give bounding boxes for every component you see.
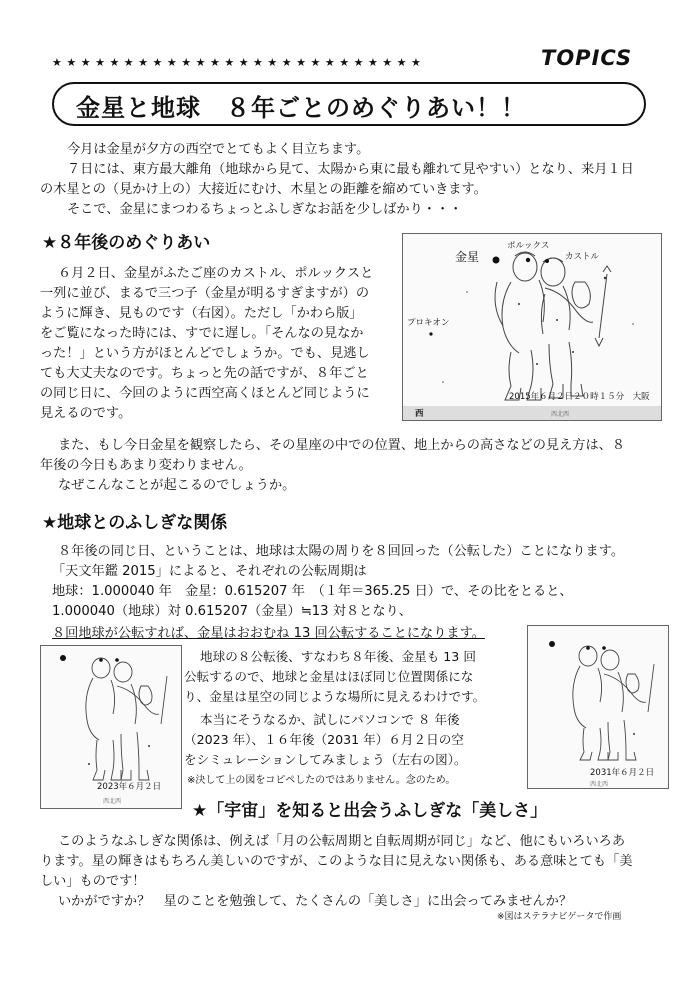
s1-line-11: なぜこんなことが起こるのでしょうか。 <box>58 478 296 493</box>
s1-line-3: ように輝き、見ものです（右図）。ただし「かわら版」 <box>40 306 363 321</box>
credit-note: ※図はステラナビゲータで作画 <box>497 912 622 922</box>
pollux-label: ポルックス <box>507 241 550 251</box>
s2-line-2: 「天文年鑑 2015」によると、それぞれの公転周期は <box>52 564 367 579</box>
s1-line-9: また、もし今日金星を観察したら、その星座の中での位置、地上からの高さなどの見え方は、８ <box>58 438 626 453</box>
intro-line-2: ７日には、東方最大離角（地球から見て、太陽から東に最も離れて見やすい）となり、来月１日 <box>67 162 634 177</box>
s2-right-4: 本当にそうなるか、試しにパソコンで ８ 年後 <box>200 712 460 727</box>
s2-right-2: 公転するので、地球と金星はほぼ同じ位置関係にな <box>184 669 474 684</box>
venus-label: 金星 <box>455 250 480 264</box>
star-chart-2023 <box>40 645 182 809</box>
s2-line-4: 1.000040（地球）対 0.615207（金星）≒13 対８となり、 <box>52 604 412 619</box>
star-chart-2031 <box>527 625 669 789</box>
s2-right-1: 地球の８公転後、すなわち８年後、金星も 13 回 <box>200 649 476 664</box>
pollux-star <box>526 258 530 262</box>
intro-line-1: 今月は金星が夕方の西空でとてもよく目立ちます。 <box>67 142 370 157</box>
section-heading-beauty: ★「宇宙」を知ると出会うふしぎな「美しさ」 <box>192 801 548 821</box>
figure1-footer <box>403 406 661 420</box>
castor-star <box>545 259 549 263</box>
figure2-direction: 西北西 <box>103 798 122 805</box>
s3-line-3: しい」ものです！ <box>40 874 146 889</box>
s3-line-1: このようなふしぎな関係は、例えば「月の公転周期と自転周期が同じ」など、他にもいろいろあ <box>58 834 626 849</box>
intro-line-4: そこで、金星にまつわるちょっとふしぎなお話を少しばかり・・・ <box>67 202 463 217</box>
procyon-star <box>429 332 432 335</box>
s1-line-5: った！」という方がほとんどでしょうか。でも、見逃し <box>40 346 370 361</box>
castor-label: カストル <box>565 252 600 262</box>
s3-line-2: ります。星の輝きはもちろん美しいのですが、このような目に見えない関係も、ある意味とても「美 <box>40 854 633 869</box>
s1-line-6: ても大丈夫なのです。ちょっと先の話ですが、８年ごと <box>40 366 369 381</box>
s1-line-10: 年後の今日もあまり変わりません。 <box>40 458 252 473</box>
s2-line-1: ８年後の同じ日、ということは、地球は太陽の周りを８回回った（公転した）ことになります。 <box>58 544 625 559</box>
star-border: ★★★★★★★★★★★★★★★★★★★★★★★★★★ <box>52 56 426 69</box>
figure3-caption: 2031年６月２日 <box>590 768 655 778</box>
s3-line-4: いかがですか？ 星のことを勉強して、たくさんの「美しさ」に出会ってみませんか？ <box>58 894 573 909</box>
s2-right-5: （2023 年）、１６年後（2031 年）６月２日の空 <box>184 732 464 747</box>
section-heading-meguriai: ★８年後のめぐりあい <box>42 233 211 253</box>
figure1-direction: 西北西 <box>551 411 570 418</box>
s1-line-8: 見えるのです。 <box>40 406 132 421</box>
venus-star <box>493 257 500 264</box>
figure3-direction: 西北西 <box>590 781 609 788</box>
s1-line-1: ６月２日、金星がふたご座のカストル、ポルックスと <box>58 266 374 281</box>
s2-right-3: り、金星は星空の同じような場所に見えるわけです。 <box>184 689 486 704</box>
figure2-caption: 2023年６月２日 <box>97 782 162 792</box>
procyon-label: プロキオン <box>407 318 450 328</box>
s2-right-6: をシミュレーションしてみましょう（左右の図）。 <box>184 752 467 767</box>
s1-line-4: をご覧になった時には、すでに遅し。「そんなの見なか <box>40 326 364 341</box>
topics-label: TOPICS <box>541 46 633 70</box>
star-chart-2015 <box>402 233 662 421</box>
page-title: 金星と地球 ８年ごとのめぐりあい！！ <box>76 94 526 122</box>
s1-line-2: 一列に並び、まるで三つ子（金星が明るすぎますが）の <box>40 286 370 301</box>
s2-line-5: ８回地球が公転すれば、金星はおおむね 13 回公転することになります。 <box>52 626 485 641</box>
s2-note: ※決して上の図をコピペしたのではありません。念のため。 <box>187 775 456 786</box>
s1-line-7: の同じ日に、今回のように西空高くほとんど同じように <box>40 386 370 401</box>
section-heading-relation: ★地球とのふしぎな関係 <box>42 513 228 533</box>
figure1-caption: 2015年６月２日２０時１５分 大阪 <box>509 392 650 402</box>
west-label: 西 <box>415 409 424 419</box>
s2-line-3: 地球：1.000040 年 金星：0.615207 年 （１年＝365.25 日）で、その比をとると、 <box>52 584 573 599</box>
intro-line-3: の木星との（見かけ上の）大接近にむけ、木星との距離を縮めていきます。 <box>40 182 487 197</box>
